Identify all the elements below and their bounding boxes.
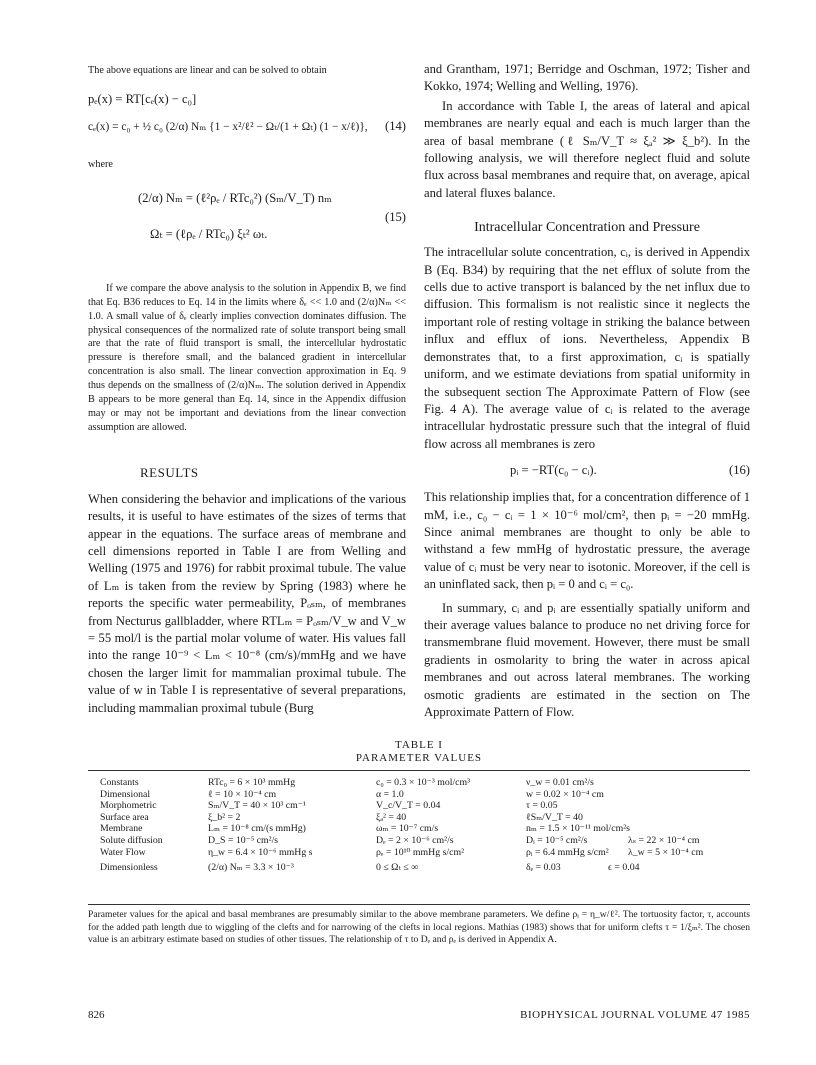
journal-name: BIOPHYSICAL JOURNAL VOLUME 47 1985 — [520, 1009, 750, 1021]
equation-15b-text: Ωₜ = (ℓρₑ / RTc₀) ξₜ² ωₜ. — [150, 226, 268, 241]
table-row — [88, 858, 750, 878]
equation-15a-text: (2/α) Nₘ = (ℓ²ρₑ / RTc₀²) (Sₘ/V_T) nₘ — [138, 190, 332, 205]
table-cell: Dₑ = 2 × 10⁻⁶ cm²/s — [376, 834, 454, 846]
relation-paragraph: This relationship implies that, for a concentration difference of 1 mM, i.e., c₀ − cᵢ = 1 × 10⁻⁶ mol/cm², then pᵢ = −20 mmHg. Since animal membranes are thought to only be able to withstand a few mmHg of hydrostatic pressure, the average value of cᵢ must be very near to isotonic. Moreover, if the cell is an uninflated sack, then pᵢ = 0 and cᵢ = c₀. — [424, 490, 750, 592]
results-paragraph: When considering the behavior and implications of the various results, it is useful to have estimates of the sizes of terms that appear in the equations. The surface areas of membrane and cell dimensions reported in Table I are from Welling and Welling (1975 and 1976) for rabbit proximal tubule. The value of Lₘ is taken from the review by Spring (1983) where he reports the specific water permeability, Pₒₛₘ, of membranes from Necturus gallbladder, where RTLₘ = Pₒₛₘ/V_w and V_w = 55 mol/l is the partial molar volume of water. His values fall into the range 10⁻⁹ < Lₘ < 10⁻⁸ (cm/s)/mmHg and we have chosen the larger limit for mammalian proximal tubule. The value of w in Table I is representative of several preparations, including mammalian proximal tubule (Burg — [88, 491, 406, 715]
right-column — [424, 62, 750, 721]
table-row — [88, 847, 750, 859]
table-title — [88, 739, 750, 765]
table-cell: ωₘ = 10⁻⁷ cm/s — [376, 823, 439, 835]
table-cell: Lₘ = 10⁻⁸ cm/(s mmHg) — [208, 823, 306, 835]
table-cell: ℓ = 10 × 10⁻⁴ cm — [208, 788, 277, 800]
equation-16-number: (16) — [729, 463, 750, 478]
table-row — [88, 835, 750, 847]
table-cell: α = 1.0 — [376, 788, 404, 800]
table-row — [88, 800, 750, 812]
table-cell: c₀ = 0.3 × 10⁻³ mol/cm³ — [376, 777, 471, 788]
table-caption: PARAMETER VALUES — [355, 752, 483, 764]
equation-15 — [88, 186, 406, 256]
summary-paragraph: In summary, cᵢ and pᵢ are essentially spatially uniform and their average values balance to produce no net driving force for transmembrane fluid movement. However, there must be small gradients in osmolarity to bring the water in across apical membranes and out across lateral membranes. The working osmotic gradients are estimated in the section on The Approximate Pattern of Flow. — [424, 600, 750, 719]
row-label: Dimensional — [100, 788, 151, 800]
row-label: Surface area — [100, 811, 149, 823]
table-cell: τ = 0.05 — [526, 800, 558, 812]
table-number: TABLE I — [395, 739, 443, 751]
table-cell: RTc₀ = 6 × 10³ mmHg — [208, 777, 296, 788]
equation-16 — [424, 463, 750, 481]
table-row — [88, 812, 750, 824]
equation-15-number: (15) — [385, 209, 406, 224]
citation-continuation: and Grantham, 1971; Berridge and Oschman, 1972; Tisher and Kokko, 1974; Welling and Welling, 1976). — [424, 62, 750, 94]
comparison-paragraph: If we compare the above analysis to the solution in Appendix B, we find that Eq. B36 reduces to Eq. 14 in the limits where δₑ << 1.0 and (2/α)Nₘ << 1.0. A small value of δₑ clearly implies convection dominates diffusion. The physical consequences of the normalized rate of solute transport being small are that the rate of fluid transport is small, the intercellular hydrostatic pressure is therefore small, and the balanced gradient in intercellular concentration is also small. The linear convection approximation in Eq. 9 thus depends on the smallness of (2/α)Nₘ. The solution derived in Appendix B appears to be more general than Eq. 14, since in the Appendix diffusion may or may not be important and deviations from the linear convection assumption are allowed. — [88, 282, 406, 433]
table-cell: λ_w = 5 × 10⁻⁴ cm — [628, 846, 704, 858]
row-label: Morphometric — [100, 800, 157, 812]
table-cell: ξₐ² = 40 — [376, 811, 407, 823]
table-cell: ρₑ = 10¹⁰ mmHg s/cm² — [376, 846, 465, 858]
areas-paragraph: In accordance with Table I, the areas of lateral and apical membranes are nearly equal and each is much larger than the area of basal membrane (ℓ Sₘ/V_T ≈ ξₐ² ≫ ξ_b²). In the following analysis, we will therefore neglect fluid and solute flux across basal membranes and require that, on average, apical and lateral fluxes balance. — [424, 98, 750, 200]
equation-14-number: (14) — [385, 118, 406, 133]
table-cell: w = 0.02 × 10⁻⁴ cm — [526, 788, 604, 800]
table-top-rule — [88, 770, 750, 771]
table-cell: ν_w = 0.01 cm²/s — [526, 777, 594, 788]
table-cell: 0 ≤ Ωₜ ≤ ∞ — [376, 862, 419, 874]
intro-text: The above equations are linear and can be solved to obtain — [88, 65, 327, 76]
table-cell: ξ_b² = 2 — [208, 811, 241, 823]
table-cell: Dᵢ = 10⁻⁵ cm²/s — [526, 834, 588, 846]
table-cell: ℓSₘ/V_T = 40 — [526, 811, 583, 823]
table-cell: nₘ = 1.5 × 10⁻¹¹ mol/cm²s — [526, 823, 630, 835]
table-cell: λₛ = 22 × 10⁻⁴ cm — [628, 834, 700, 846]
table-cell: (2/α) Nₘ = 3.3 × 10⁻³ — [208, 862, 294, 874]
equation-14 — [88, 119, 406, 134]
left-column — [88, 62, 406, 717]
equation-16-text: pᵢ = −RT(c₀ − cᵢ). — [510, 463, 597, 478]
table-cell: η_w = 6.4 × 10⁻⁶ mmHg s — [208, 846, 313, 858]
where-label: where — [88, 158, 113, 170]
results-heading: RESULTS — [140, 464, 199, 480]
row-label: Dimensionless — [100, 862, 158, 874]
parameter-table — [88, 777, 750, 878]
table-cell: ϵ = 0.04 — [608, 862, 640, 874]
table-footnote: Parameter values for the apical and basal membranes are presumably similar to the above membrane parameters. We define ρᵢ = η_w/ℓ². The tortuosity factor, τ, accounts for the added path length due to wiggling of the clefts and for narrowing of the clefts in local regions. Mathias (1983) shows that for uniform clefts τ = 1/ξₘ². The chosen value is an arbitrary estimate based on studies of other tissues. The relationship of τ to Dₑ and ρₑ is derived in Appendix A. — [88, 909, 750, 946]
equation-pe — [88, 92, 406, 107]
table-row — [88, 777, 750, 789]
table-bottom-rule — [88, 904, 750, 905]
equation-pe-text: pₑ(x) = RT[cₑ(x) − c₀] — [88, 91, 197, 106]
row-label: Solute diffusion — [100, 834, 163, 846]
table-cell: Sₘ/V_T = 40 × 10³ cm⁻¹ — [208, 800, 306, 812]
page-number: 826 — [88, 1009, 105, 1021]
table-cell: ρᵢ = 6.4 mmHg s/cm² — [526, 846, 609, 858]
table-cell: δₑ = 0.03 — [526, 862, 561, 874]
row-label: Membrane — [100, 823, 143, 835]
table-cell: D_S = 10⁻⁵ cm²/s — [208, 834, 279, 846]
table-row — [88, 789, 750, 801]
row-label: Water Flow — [100, 846, 146, 858]
section-heading: Intracellular Concentration and Pressure — [474, 220, 700, 236]
intracellular-paragraph: The intracellular solute concentration, cᵢ, is derived in Appendix B (Eq. B34) by requiring that the net efflux of solute from the cells due to active transport is balanced by the net influx due to diffusion. This formalism is not realistic since it neglects the important role of resting voltage in striking the balance between influx and efflux of ions. Nevertheless, Appendix B demonstrates that, to a first approximation, cᵢ is spatially uniform, and we estimate deviations from spatial uniformity in the subsequent section The Approximate Pattern of Flow (see Fig. 4 A). The average value of cᵢ is related to the average intracellular hydrostatic pressure such that the integral of fluid flow across all membranes is zero — [424, 245, 750, 451]
equation-14-text: cₑ(x) = c₀ + ½ c₀ (2/α) Nₘ {1 − x²/ℓ² − Ωₜ/(1 + Ωₜ) (1 − x/ℓ)}, — [88, 120, 368, 133]
row-label: Constants — [100, 777, 139, 788]
table-cell: V_c/V_T = 0.04 — [376, 800, 441, 812]
table-row — [88, 823, 750, 835]
